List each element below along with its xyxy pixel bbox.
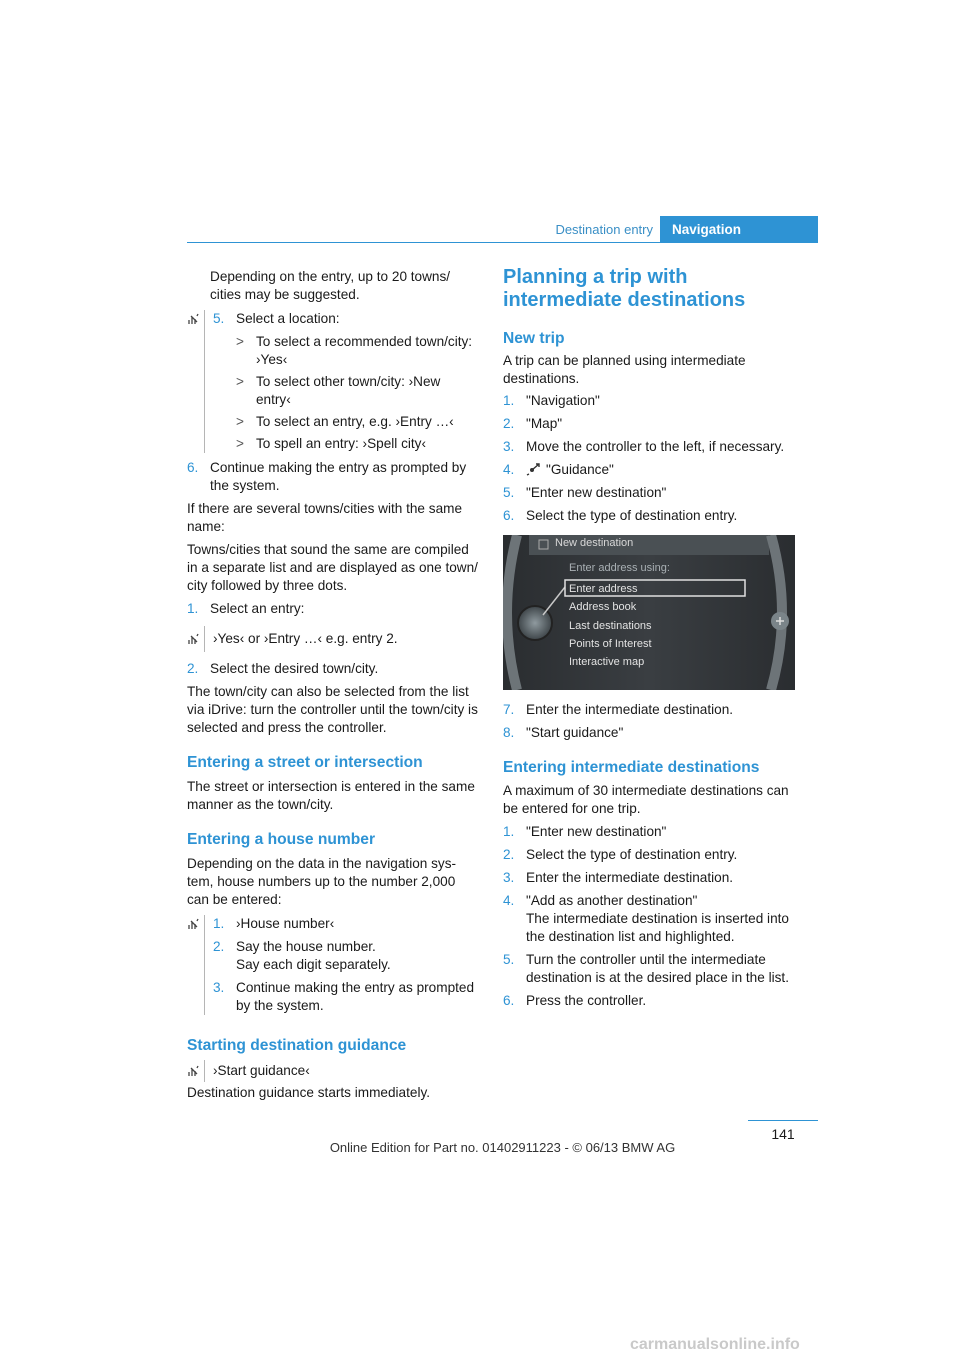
section-heading: Entering a street or intersection — [187, 754, 423, 771]
block-rule — [204, 310, 205, 453]
paragraph: Destination guidance starts immediately. — [187, 1085, 431, 1100]
step-number: 2. — [187, 661, 199, 676]
step-number: 5. — [503, 952, 515, 967]
step-number: 6. — [187, 460, 199, 475]
step-number: 1. — [187, 601, 199, 616]
step-text: Continue making the entry as prompted by the system. — [210, 460, 467, 493]
step-text: "Start guidance" — [526, 725, 624, 740]
step-text: "Navigation" — [526, 393, 600, 408]
header-divider — [187, 242, 818, 243]
step-number: 2. — [503, 416, 515, 431]
steps-list — [503, 823, 799, 1010]
step-number: 1. — [213, 916, 225, 931]
menu-item-address-book[interactable]: Address book — [569, 601, 637, 614]
option-text: To select other town/city: ›New entry‹ — [256, 374, 441, 407]
step-number: 6. — [503, 993, 515, 1008]
bullet-icon: > — [236, 414, 244, 429]
section-title: Destination entry — [555, 222, 653, 237]
step-number: 6. — [503, 508, 515, 523]
step-text: "Map" — [526, 416, 563, 431]
voice-command-icon — [187, 917, 201, 931]
screen-title: New destination — [555, 537, 634, 549]
step-text: Select the type of destination entry. — [526, 847, 738, 862]
right-column-lower — [503, 701, 799, 1010]
bullet-icon: > — [236, 436, 244, 451]
edition-line: Online Edition for Part no. 01402911223 - © 06/13 BMW AG — [329, 1140, 676, 1155]
section-heading: New trip — [503, 330, 565, 347]
menu-item-points-of-interest[interactable]: Points of Interest — [569, 637, 652, 650]
bullet-icon: > — [236, 374, 244, 389]
paragraph: If there are several towns/cities with the same name: — [187, 501, 463, 534]
paragraph: The street or intersection is entered in the same manner as the town/city. — [187, 779, 475, 812]
step-text: "Add as another destination" The intermediate destination is inserted into the destination list and highlighted. — [526, 893, 789, 944]
page-number: 141 — [771, 1126, 795, 1142]
step-text: Press the controller. — [526, 993, 647, 1008]
paragraph: Depending on the data in the navigation sys-tem, house numbers up to the number 2,000 can be entered: — [187, 856, 457, 907]
voice-command-block — [187, 1060, 480, 1082]
step-text: Enter the intermediate destination. — [526, 702, 734, 717]
paragraph: A maximum of 30 intermediate destinations can be entered for one trip. — [503, 783, 789, 816]
step-text: Turn the controller until the intermediate destination is at the desired place in the list. — [526, 952, 789, 985]
step-number: 2. — [213, 939, 225, 954]
step-text: "Enter new destination" — [526, 485, 667, 500]
option-text: To select a recommended town/city: ›Yes‹ — [256, 334, 473, 367]
step-text: "Guidance" — [546, 462, 614, 477]
right-column — [503, 266, 799, 525]
step-number: 3. — [503, 439, 515, 454]
voice-command-icon — [187, 312, 201, 326]
step-number: 7. — [503, 702, 515, 717]
section-heading: Entering intermediate destinations — [503, 759, 760, 776]
bullet-icon: > — [236, 334, 244, 349]
voice-command-icon — [187, 632, 201, 646]
chapter-tab: Navigation — [660, 216, 818, 243]
menu-item-last-destinations[interactable]: Last destinations — [569, 619, 652, 632]
voice-command-block — [187, 310, 480, 453]
paragraph: A trip can be planned using intermediate destinations. — [503, 353, 746, 386]
step-text: "Enter new destination" — [526, 824, 667, 839]
block-rule — [204, 626, 205, 652]
option-text: To spell an entry: ›Spell city‹ — [256, 436, 426, 451]
block-rule — [204, 915, 205, 1015]
guidance-icon — [526, 462, 542, 476]
step-text: Select an entry: — [210, 601, 305, 616]
voice-command-icon — [187, 1064, 201, 1078]
step-number: 4. — [503, 893, 515, 908]
block-rule — [204, 1060, 205, 1082]
menu-item-interactive-map[interactable]: Interactive map — [569, 656, 645, 669]
voice-command-text: ›Start guidance‹ — [213, 1063, 310, 1078]
step-number: 2. — [503, 847, 515, 862]
voice-command-text: ›Yes‹ or ›Entry …‹ e.g. entry 2. — [213, 631, 398, 646]
idrive-screen-image — [503, 535, 795, 690]
footer-divider — [748, 1120, 818, 1121]
section-heading: Starting destination guidance — [187, 1037, 407, 1054]
step-number: 1. — [503, 393, 515, 408]
step-text: ›House number‹ — [236, 916, 335, 931]
step-number: 3. — [213, 980, 225, 995]
step-text: Enter the intermediate destination. — [526, 870, 734, 885]
step-number: 1. — [503, 824, 515, 839]
step-number: 4. — [503, 462, 515, 477]
voice-command-block — [187, 915, 480, 1015]
step-text: Say the house number. Say each digit separately. — [236, 939, 391, 972]
step-number: 3. — [503, 870, 515, 885]
watermark: carmanualsonline.info — [630, 1336, 800, 1353]
left-column — [187, 268, 480, 1102]
step-number: 5. — [213, 311, 225, 326]
intro-text: Depending on the entry, up to 20 towns/ cities may be suggested. — [210, 269, 451, 302]
option-text: To select an entry, e.g. ›Entry …‹ — [256, 414, 454, 429]
step-text: Continue making the entry as prompted by the system. — [236, 980, 475, 1013]
step-text: Select a location: — [236, 311, 340, 326]
section-heading: Entering a house number — [187, 831, 376, 848]
menu-item-enter-address[interactable]: Enter address — [569, 583, 638, 595]
step-text: Select the desired town/city. — [210, 661, 379, 676]
screen-subtitle: Enter address using: — [569, 562, 670, 574]
paragraph: The town/city can also be selected from the list via iDrive: turn the controller until the town/city is selected and press the controller. — [187, 684, 478, 735]
step-text: Select the type of destination entry. — [526, 508, 738, 523]
screen-menu — [569, 580, 652, 671]
step-number: 8. — [503, 725, 515, 740]
voice-command-block — [187, 626, 480, 652]
step-text: Move the controller to the left, if necessary. — [526, 439, 785, 454]
steps-list — [503, 392, 799, 525]
paragraph: Towns/cities that sound the same are compiled in a separate list and are displayed as one town/ city followed by three dots. — [187, 542, 478, 593]
step-number: 5. — [503, 485, 515, 500]
chapter-heading: Planning a trip with intermediate destinations — [503, 266, 746, 311]
